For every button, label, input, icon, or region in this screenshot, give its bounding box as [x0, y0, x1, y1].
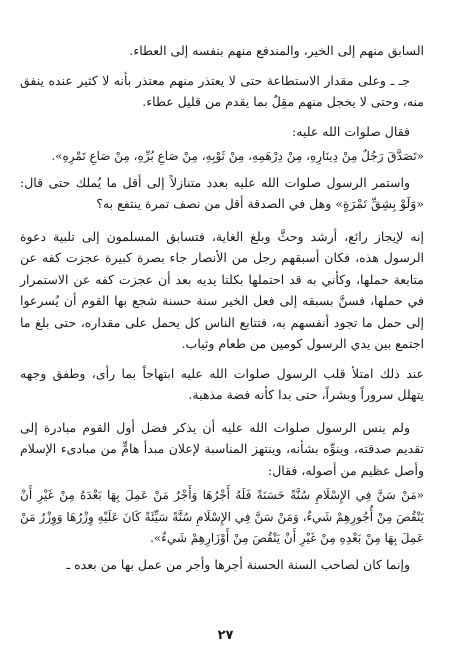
paragraph-date-half: واستمر الرسول صلوات الله عليه بعدد متنازلاً إلى أقل ما يُملك حتى قال: «وَلَوْ بِشِقِّ تَمْرَةٍ» وهل في الصدقة أقل من نصف تمرة ينتفع به؟ — [20, 174, 424, 211]
paragraph-ansari-man: إنه لإيجاز رائع، أرشد وحثَّ وبلغ الغاية، فتسابق المسلمون إلى تلبية دعوة الرسول هذه، فكان أسبقهم رجل من الأنصار جاء بصرة كبيرة عجزت كفه عن متابعة حملها، وكأني به قد احتملها بكلتا يديه بعد أن عجزت كفه عن الاستمرار في حملها، فسنَّ بسبقه إلى فعل الخير سنة حسنة شجع بها القوم أن يُسرعوا إلى حمل ما تجود أنفسهم به، فتتابع الناس كل يحمل على مقداره، حتى بلغ ما اجتمع بين يدي الرسول كومين من طعام وثياب. — [20, 228, 424, 351]
paragraph-principle: ولم ينس الرسول صلوات الله عليه أن يذكر فضل أول القوم مبادرة إلى تقديم صدقته، وينوِّه بشأنه، وينتهز المناسبة لإعلان مبدأ هامٍّ من مبادىء الإسلام وأصل عظيم من أصوله، فقال: — [20, 419, 424, 478]
paragraph-hadith-intro: فقال صلوات الله عليه: — [292, 123, 410, 139]
paragraph-point-c: جـ ـ وعلى مقدار الاستطاعة حتى لا يعتذر منهم معتذر بأنه لا كثير عنده ينفق منه، وحتى لا يخجل منهم مقِلٌ بما يقدم من قليل عطاء. — [20, 72, 424, 109]
hadith-quote-charity: «تَصَدَّقَ رَجُلٌ مِنْ دِينَارِهِ، مِنْ دِرْهَمِهِ، مِنْ ثَوْبِهِ، مِنْ صَاعِ بُرِّهِ، مِنْ صَاعِ تَمْرِهِ». — [51, 149, 424, 163]
paragraph-joy: عند ذلك امتلأ قلب الرسول صلوات الله عليه ابتهاجاً بما رأى، وطفق وجهه يتهلل سروراً وبشراً، حتى بدا كأنه فضة مذهبة. — [20, 365, 424, 402]
page-number: ٢٧ — [217, 628, 234, 643]
book-page-body — [20, 40, 424, 575]
paragraph-continuation: السابق منهم إلى الخير، والمندفع منهم بنفسه إلى العطاء. — [129, 43, 424, 58]
paragraph-closing: وإنما كان لصاحب السنة الحسنة أجرها وأجر من عمل بها من بعده ـ — [66, 556, 410, 572]
hadith-quote-sunnah: «مَنْ سَنَّ فِي الإِسْلَامِ سُنَّةً حَسَنَةً فَلَهُ أَجْرُهَا وَأَجْرُ مَنْ عَمِلَ بِهَا بَعْدَهُ مِنْ غَيْرِ أَنْ يَنْقُصَ مِنْ أُجُورِهِمْ شَيءٌ، وَمَنْ سَنَّ فِي الإِسْلَامِ سُنَّةً سَيِّئَةً كَانَ عَلَيْهِ وِزْرُهَا وَوِزْرُ مَنْ عَمِلَ بِهَا مِنْ بَعْدِهِ مِنْ غَيْرِ أَنْ يَنْقُصَ مِنْ أَوْزَارِهِمْ شَيءٌ». — [20, 488, 424, 545]
